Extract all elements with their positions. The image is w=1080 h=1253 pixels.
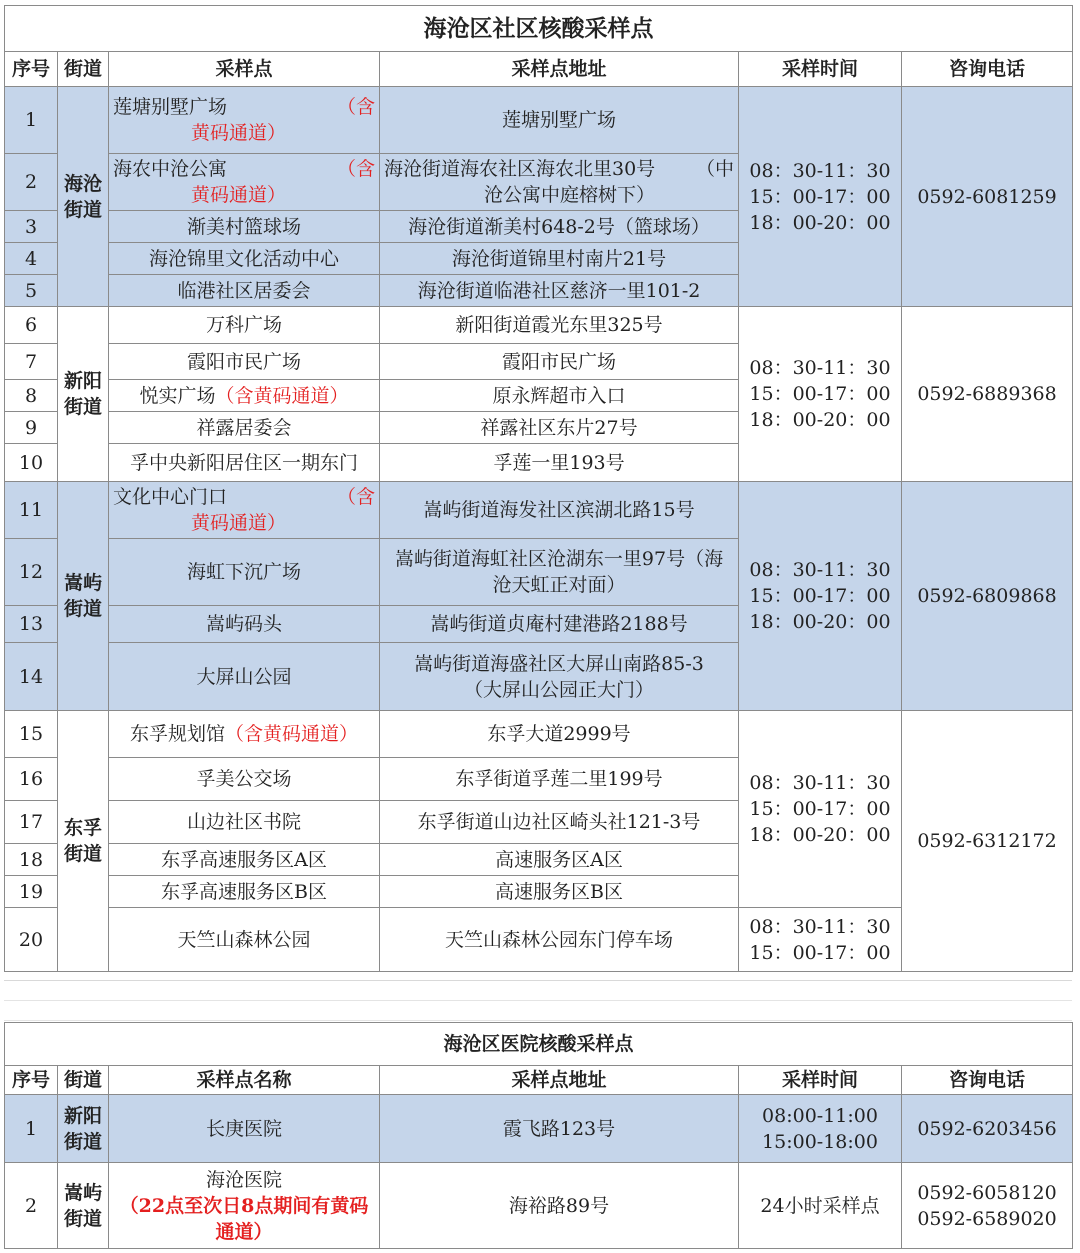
site-address: 高速服务区A区 (380, 844, 739, 876)
site-name: 海农中沧公寓 （含 黄码通道） (109, 154, 380, 211)
header-no: 序号 (5, 1066, 58, 1095)
site-name: 孚美公交场 (109, 758, 380, 801)
site-address: 东孚街道山边社区崎头社121-3号 (380, 801, 739, 844)
site-address: 海沧街道临港社区慈济一里101-2 (380, 275, 739, 307)
table-row: 13 嵩屿码头 嵩屿街道贞庵村建港路2188号 (5, 606, 1073, 643)
community-header-row (5, 52, 1073, 87)
phone: 0592-6809868 (902, 482, 1073, 711)
table-row: 2 海农中沧公寓 （含 黄码通道） 海沧街道海农社区海农北里30号 （中 沧公寓中庭榕树下） (5, 154, 1073, 211)
table-row: 14 大屏山公园 嵩屿街道海盛社区大屏山南路85-3 （大屏山公园正大门） (5, 643, 1073, 711)
site-address: 嵩屿街道贞庵村建港路2188号 (380, 606, 739, 643)
table-row: 3 渐美村篮球场 海沧街道渐美村648-2号（篮球场） (5, 211, 1073, 243)
site-name: 渐美村篮球场 (109, 211, 380, 243)
street-name: 海沧街道 (64, 172, 103, 221)
header-phone: 咨询电话 (902, 52, 1073, 87)
table-row: 16 孚美公交场 东孚街道孚莲二里199号 (5, 758, 1073, 801)
table-row: 18 东孚高速服务区A区 高速服务区A区 (5, 844, 1073, 876)
street-name: 新阳街道 (64, 370, 103, 418)
header-address: 采样点地址 (380, 52, 739, 87)
street-cell (58, 711, 109, 972)
site-name: 天竺山森林公园 (109, 908, 380, 972)
table-row: 5 临港社区居委会 海沧街道临港社区慈济一里101-2 (5, 275, 1073, 307)
sampling-time: 08：30-11：30 15：00-17：00 18：00-20：00 (739, 711, 902, 908)
site-name: 大屏山公园 (109, 643, 380, 711)
table-row: 19 东孚高速服务区B区 高速服务区B区 (5, 876, 1073, 908)
street-name: 嵩屿街道 (64, 572, 103, 620)
table-row: 6 新阳街道 万科广场 新阳街道霞光东里325号 08：30-11：30 15：00-17：00 18：00-20：00 0592-6889368 (5, 307, 1073, 344)
site-address: 高速服务区B区 (380, 876, 739, 908)
site-name: 长庚医院 (109, 1095, 380, 1163)
phone: 0592-6312172 (902, 711, 1073, 972)
site-name: 孚中央新阳居住区一期东门 (109, 444, 380, 482)
table-row: 7 霞阳市民广场 霞阳市民广场 (5, 344, 1073, 380)
header-address: 采样点地址 (380, 1066, 739, 1095)
hospital-header-row (5, 1066, 1073, 1095)
sampling-time: 08：30-11：30 15：00-17：00 18：00-20：00 (739, 87, 902, 307)
site-name: 东孚高速服务区B区 (109, 876, 380, 908)
table-row: 9 祥露居委会 祥露社区东片27号 (5, 412, 1073, 444)
site-name: 临港社区居委会 (109, 275, 380, 307)
table-row: 8 悦实广场（含黄码通道） 原永辉超市入口 (5, 380, 1073, 412)
site-address: 海沧街道锦里村南片21号 (380, 243, 739, 275)
hospital-table-title: 海沧区医院核酸采样点 (5, 1023, 1073, 1066)
table-row: 10 孚中央新阳居住区一期东门 孚莲一里193号 (5, 444, 1073, 482)
site-address: 霞飞路123号 (380, 1095, 739, 1163)
table-row (5, 87, 1073, 154)
site-address: 海沧街道海农社区海农北里30号 （中 沧公寓中庭榕树下） (380, 154, 739, 211)
street-cell: 嵩屿街道 (58, 1163, 109, 1249)
sampling-time: 08：30-11：30 15：00-17：00 18：00-20：00 (739, 482, 902, 711)
site-name: 东孚高速服务区A区 (109, 844, 380, 876)
sampling-time: 08：30-11：30 15：00-17：00 18：00-20：00 (739, 307, 902, 482)
site-address: 天竺山森林公园东门停车场 (380, 908, 739, 972)
site-name: 嵩屿码头 (109, 606, 380, 643)
table-row: 12 海虹下沉广场 嵩屿街道海虹社区沧湖东一里97号（海 沧天虹正对面） (5, 539, 1073, 606)
site-address: 东孚大道2999号 (380, 711, 739, 758)
row-no: 1 (5, 87, 58, 154)
site-name: 海沧医院 （22点至次日8点期间有黄码 通道） (109, 1163, 380, 1249)
header-no: 序号 (5, 52, 58, 87)
site-address: 东孚街道孚莲二里199号 (380, 758, 739, 801)
phone: 0592-6058120 0592-6589020 (902, 1163, 1073, 1249)
sampling-time: 24小时采样点 (739, 1163, 902, 1249)
hospital-table (4, 1022, 1073, 1249)
header-street: 街道 (58, 52, 109, 87)
header-time: 采样时间 (739, 52, 902, 87)
header-site-name: 采样点名称 (109, 1066, 380, 1095)
street-cell (58, 307, 109, 482)
site-name: 祥露居委会 (109, 412, 380, 444)
phone: 0592-6889368 (902, 307, 1073, 482)
sampling-time: 08：30-11：30 15：00-17：00 (739, 908, 902, 972)
site-name: 东孚规划馆（含黄码通道） (109, 711, 380, 758)
street-cell (58, 87, 109, 307)
site-address: 海沧街道渐美村648-2号（篮球场） (380, 211, 739, 243)
site-name: 海虹下沉广场 (109, 539, 380, 606)
site-name: 万科广场 (109, 307, 380, 344)
site-name: 文化中心门口 （含 黄码通道） (109, 482, 380, 539)
community-table-title: 海沧区社区核酸采样点 (5, 6, 1073, 52)
site-address: 海裕路89号 (380, 1163, 739, 1249)
site-address: 嵩屿街道海虹社区沧湖东一里97号（海 沧天虹正对面） (380, 539, 739, 606)
site-address: 原永辉超市入口 (380, 380, 739, 412)
spacer-gridlines (4, 980, 1072, 1021)
site-name: 悦实广场（含黄码通道） (109, 380, 380, 412)
table-row: 1 新阳街道 长庚医院 霞飞路123号 08:00-11:00 15:00-18:00 0592-6203456 (5, 1095, 1073, 1163)
table-row: 4 海沧锦里文化活动中心 海沧街道锦里村南片21号 (5, 243, 1073, 275)
table-row: 2 嵩屿街道 海沧医院 （22点至次日8点期间有黄码 通道） 海裕路89号 24小时采样点 0592-6058120 0592-6589020 (5, 1163, 1073, 1249)
site-address: 新阳街道霞光东里325号 (380, 307, 739, 344)
site-name: 山边社区书院 (109, 801, 380, 844)
phone: 0592-6081259 (902, 87, 1073, 307)
community-table (4, 5, 1073, 972)
header-site: 采样点 (109, 52, 380, 87)
site-name: 莲塘别墅广场 （含 黄码通道） (109, 87, 380, 154)
site-address: 嵩屿街道海盛社区大屏山南路85-3 （大屏山公园正大门） (380, 643, 739, 711)
phone: 0592-6203456 (902, 1095, 1073, 1163)
site-address: 孚莲一里193号 (380, 444, 739, 482)
table-row: 15 东孚街道 东孚规划馆（含黄码通道） 东孚大道2999号 08：30-11：30 15：00-17：00 18：00-20：00 0592-6312172 (5, 711, 1073, 758)
table-row: 20 天竺山森林公园 天竺山森林公园东门停车场 08：30-11：30 15：00-17：00 (5, 908, 1073, 972)
site-address: 嵩屿街道海发社区滨湖北路15号 (380, 482, 739, 539)
table-row: 17 山边社区书院 东孚街道山边社区崎头社121-3号 (5, 801, 1073, 844)
site-address: 祥露社区东片27号 (380, 412, 739, 444)
header-phone: 咨询电话 (902, 1066, 1073, 1095)
street-cell (58, 482, 109, 711)
site-name: 海沧锦里文化活动中心 (109, 243, 380, 275)
street-name: 东孚街道 (64, 817, 103, 865)
header-time: 采样时间 (739, 1066, 902, 1095)
table-row: 11 嵩屿街道 文化中心门口 （含 黄码通道） 嵩屿街道海发社区滨湖北路15号 08：30-11：30 15：00-17：00 18：00-20：00 0592-6809868 (5, 482, 1073, 539)
site-address: 霞阳市民广场 (380, 344, 739, 380)
street-cell: 新阳街道 (58, 1095, 109, 1163)
sampling-time: 08:00-11:00 15:00-18:00 (739, 1095, 902, 1163)
site-name: 霞阳市民广场 (109, 344, 380, 380)
header-street: 街道 (58, 1066, 109, 1095)
site-address: 莲塘别墅广场 (380, 87, 739, 154)
